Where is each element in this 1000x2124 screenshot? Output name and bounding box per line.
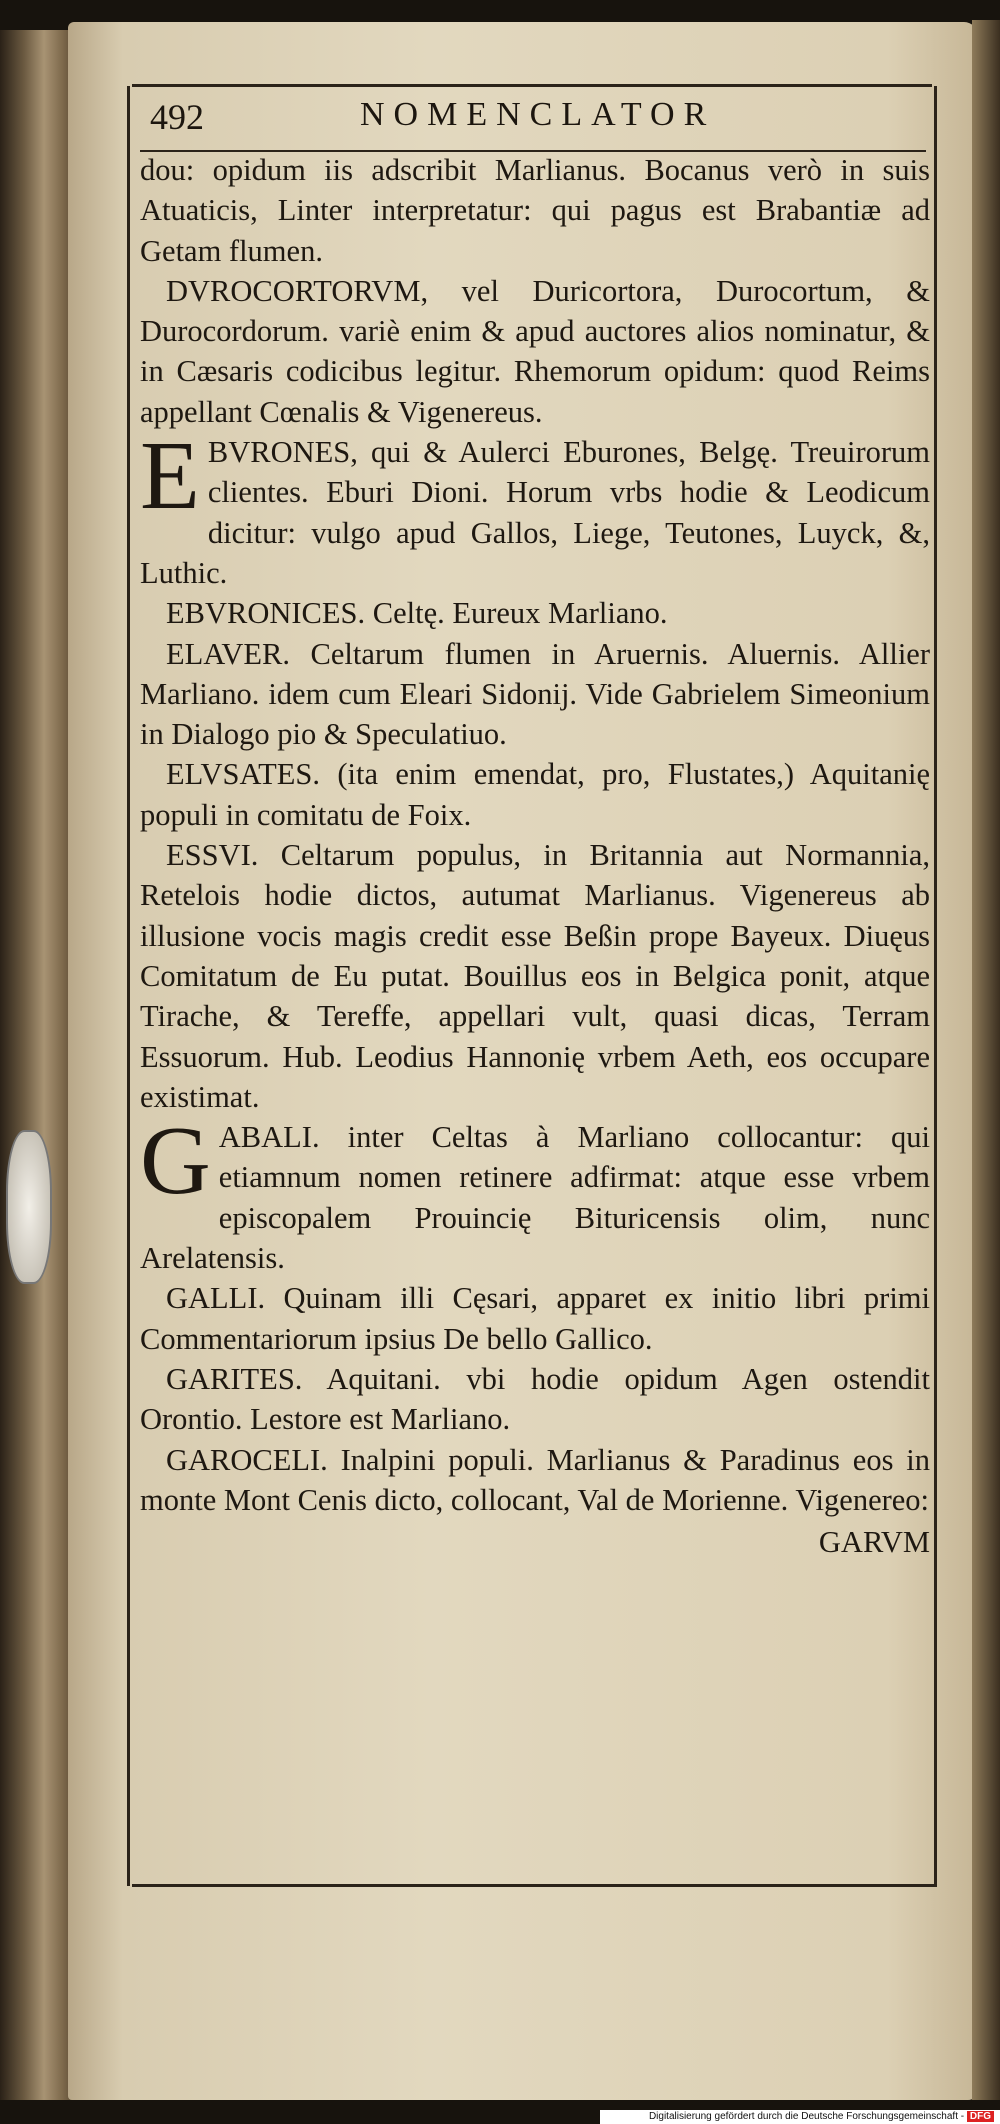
page-edge bbox=[972, 20, 1000, 2100]
entry-text: GARITES. Aquitani. vbi hodie opidum Agen ostendit Orontio. Lestore est Marliano. bbox=[140, 1361, 930, 1437]
entry-text: ESSVI. Celtarum populus, in Britannia aut Normannia, Retelois hodie dictos, autumat Marlianus. Vigenereus ab illusione vocis magis credit esse Beßin prope Bayeux. Diuęus Comitatum de Eu putat. Bouillus eos in Belgica ponit, atque Tirache, & Tereffe, appellari vult, quasi dicas, Terram Essuorum. Hub. Leodius Hannonię vrbem Aeth, eos occupare existimat. bbox=[140, 838, 930, 1114]
frame-rule-top bbox=[132, 84, 932, 87]
frame-rule-bottom bbox=[132, 1884, 937, 1887]
entry-with-initial bbox=[140, 1107, 930, 1278]
drop-initial: G bbox=[140, 1107, 211, 1216]
entry-text: GAROCELI. Inalpini populi. Marlianus & Paradinus eos in monte Mont Cenis dicto, collocant, Val de Morienne. Vigenereo: bbox=[140, 1442, 930, 1517]
dfg-logo-badge: DFG bbox=[967, 2111, 994, 2122]
page-clip bbox=[6, 1130, 52, 1284]
entry-text: ELVSATES. (ita enim emendat, pro, Flustates,) Aquitanię populi in comitatu de Foix. bbox=[140, 757, 930, 832]
footer-text: Digitalisierung gefördert durch die Deutsche Forschungsgemeinschaft - bbox=[648, 2111, 965, 2122]
entry-text: BVRONES, qui & Aulerci Eburones, Belgę. Treuirorum clientes. Eburi Dioni. Horum vrbs hodie & Leodicum dicitur: vulgo apud Gallos, Liege, Teutones, Luyck, &, Luthic. bbox=[140, 435, 930, 590]
drop-initial: E bbox=[140, 422, 200, 531]
entry-text: dou: opidum iis adscribit Marlianus. Bocanus verò in suis Atuaticis, Linter interpretatur: qui pagus est Brabantiæ ad Getam flumen. bbox=[140, 153, 930, 268]
entry-with-initial bbox=[140, 422, 930, 593]
entry-text: EBVRONICES. Celtę. Eureux Marliano. bbox=[166, 596, 668, 631]
catchword: GARVM bbox=[818, 1525, 930, 1560]
frame-rule-right bbox=[934, 86, 937, 1886]
digitization-footer bbox=[600, 2110, 1000, 2124]
body-text bbox=[140, 150, 930, 1562]
entry-text: ABALI. inter Celtas à Marliano collocantur: qui etiamnum nomen retinere adfirmat: atque esse vrbem episcopalem Prouincię Bituricensis olim, nunc Arelatensis. bbox=[140, 1120, 930, 1276]
entry-text: DVROCORTORVM, vel Duricortora, Durocortum, & Durocordorum. variè enim & apud auctores alios nominatur, & in Cæsaris codicibus legitur. Rhemorum opidum: quod Reims appellant Cœnalis & Vigenereus. bbox=[140, 273, 930, 429]
entry-text: ELAVER. Celtarum flumen in Aruernis. Aluernis. Allier Marliano. idem cum Eleari Sidonij. Vide Gabrielem Simeonium in Dialogo pio & Speculatiuo. bbox=[140, 636, 930, 752]
frame-rule-left bbox=[127, 86, 130, 1886]
page-number: 492 bbox=[150, 97, 204, 137]
running-head: NOMENCLATOR bbox=[360, 96, 716, 133]
entry-text: GALLI. Quinam illi Cęsari, apparet ex initio libri primi Commentariorum ipsius De bello Gallico. bbox=[140, 1281, 930, 1356]
page-header bbox=[150, 96, 920, 146]
